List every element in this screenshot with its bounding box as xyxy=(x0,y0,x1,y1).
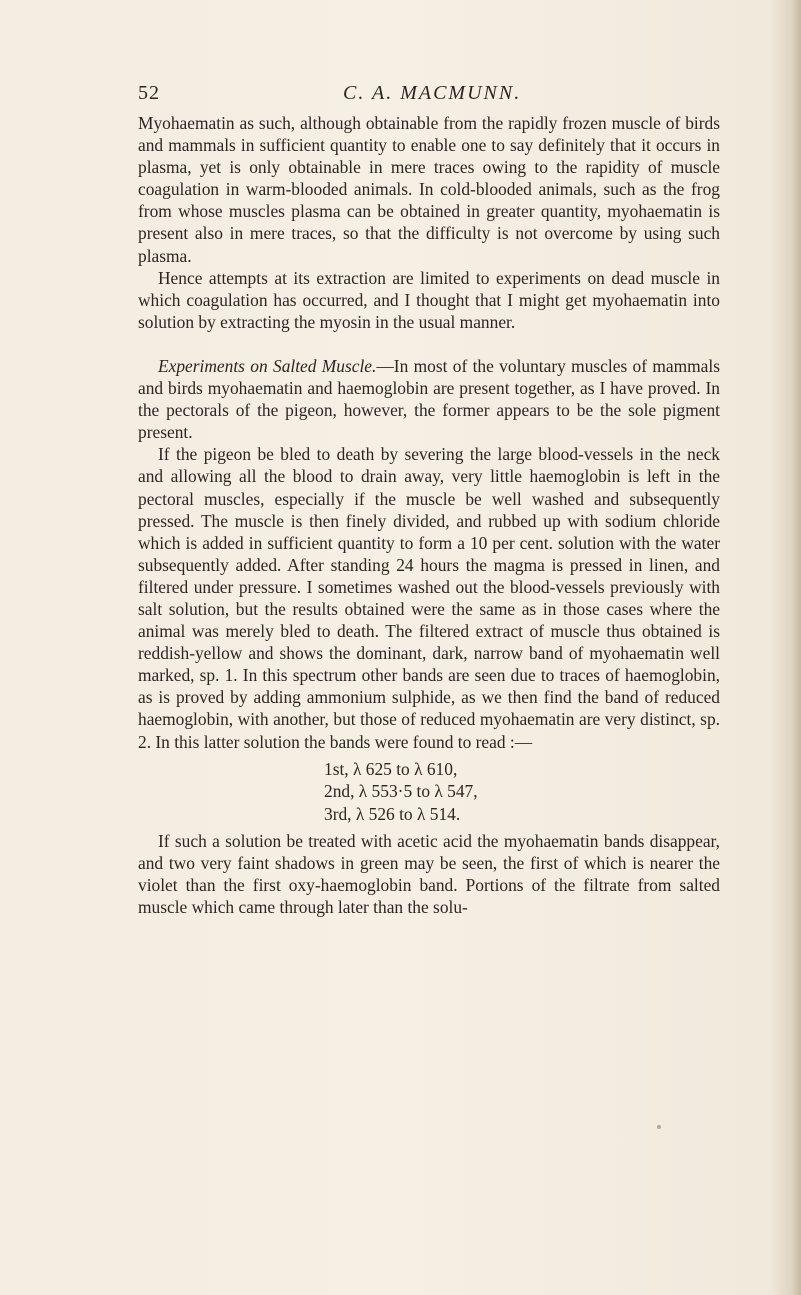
band-reading-1: 1st, λ 625 to λ 610, xyxy=(324,758,458,779)
page-edge-shadow xyxy=(791,0,801,1295)
paragraph-1: Myohaematin as such, although obtainable from the rapidly frozen muscle of birds and mammals in sufficient quantity to enable one to say definitely that it occurs in plasma, yet is only obtainable in mere traces owing to the rapidity of muscle coagulation in warm-blooded animals. In cold-blooded animals, such as the frog from whose muscles plasma can be obtained in greater quantity, myohaematin is present also in mere traces, so that the difficulty is not overcome by using such plasma. xyxy=(138,113,720,266)
section-paragraph xyxy=(138,355,720,443)
band-reading-3: 3rd, λ 526 to λ 514. xyxy=(324,803,461,824)
running-head: C. A. MACMUNN. xyxy=(343,82,522,104)
page-number: 52 xyxy=(138,82,160,104)
paragraph-3: If the pigeon be bled to death by severing the large blood-vessels in the neck and allowing all the blood to drain away, very little haemoglobin is left in the pectoral muscles, especially if the muscle be well washed and subsequently pressed. The muscle is then finely divided, and rubbed up with sodium chloride which is added in sufficient quantity to form a 10 per cent. solution with the water subsequently added. After standing 24 hours the magma is pressed in linen, and filtered under pressure. I sometimes washed out the blood-vessels previously with salt solution, but the results obtained were the same as in those cases where the animal was merely bled to death. The filtered extract of muscle thus obtained is reddish-yellow and shows the dominant, dark, narrow band of myohaematin well marked, sp. 1. In this spectrum other bands are seen due to traces of haemoglobin, as is proved by adding ammonium sulphide, as we then find the band of reduced haemoglobin, with another, but those of reduced myohaematin are very distinct, sp. 2. In this latter solution the bands were found to read :— xyxy=(138,444,720,752)
ink-speck xyxy=(657,1125,661,1129)
band-readings xyxy=(138,758,720,826)
band-reading-2: 2nd, λ 553·5 to λ 547, xyxy=(324,781,478,802)
paragraph-4: If such a solution be treated with acetic acid the myohaematin bands disappear, and two very faint shadows in green may be seen, the first of which is nearer the violet than the first oxy-haemoglobin band. Portions of the filtrate from salted muscle which came through later than the solu- xyxy=(138,831,720,918)
body-text xyxy=(138,112,720,919)
page-header xyxy=(138,82,718,108)
section-lead-text: —In most of the voluntary muscles of mammals and birds myohaematin and haemoglobin are present together, as I have proved. In the pectorals of the pigeon, however, the former appears to be the sole pigment present. xyxy=(138,355,720,443)
paragraph-2: Hence attempts at its extraction are limited to experiments on dead muscle in which coagulation has occurred, and I thought that I might get myohaematin into solution by extracting the myosin in the usual manner. xyxy=(138,267,720,332)
section-heading: Experiments on Salted Muscle. xyxy=(158,355,377,376)
